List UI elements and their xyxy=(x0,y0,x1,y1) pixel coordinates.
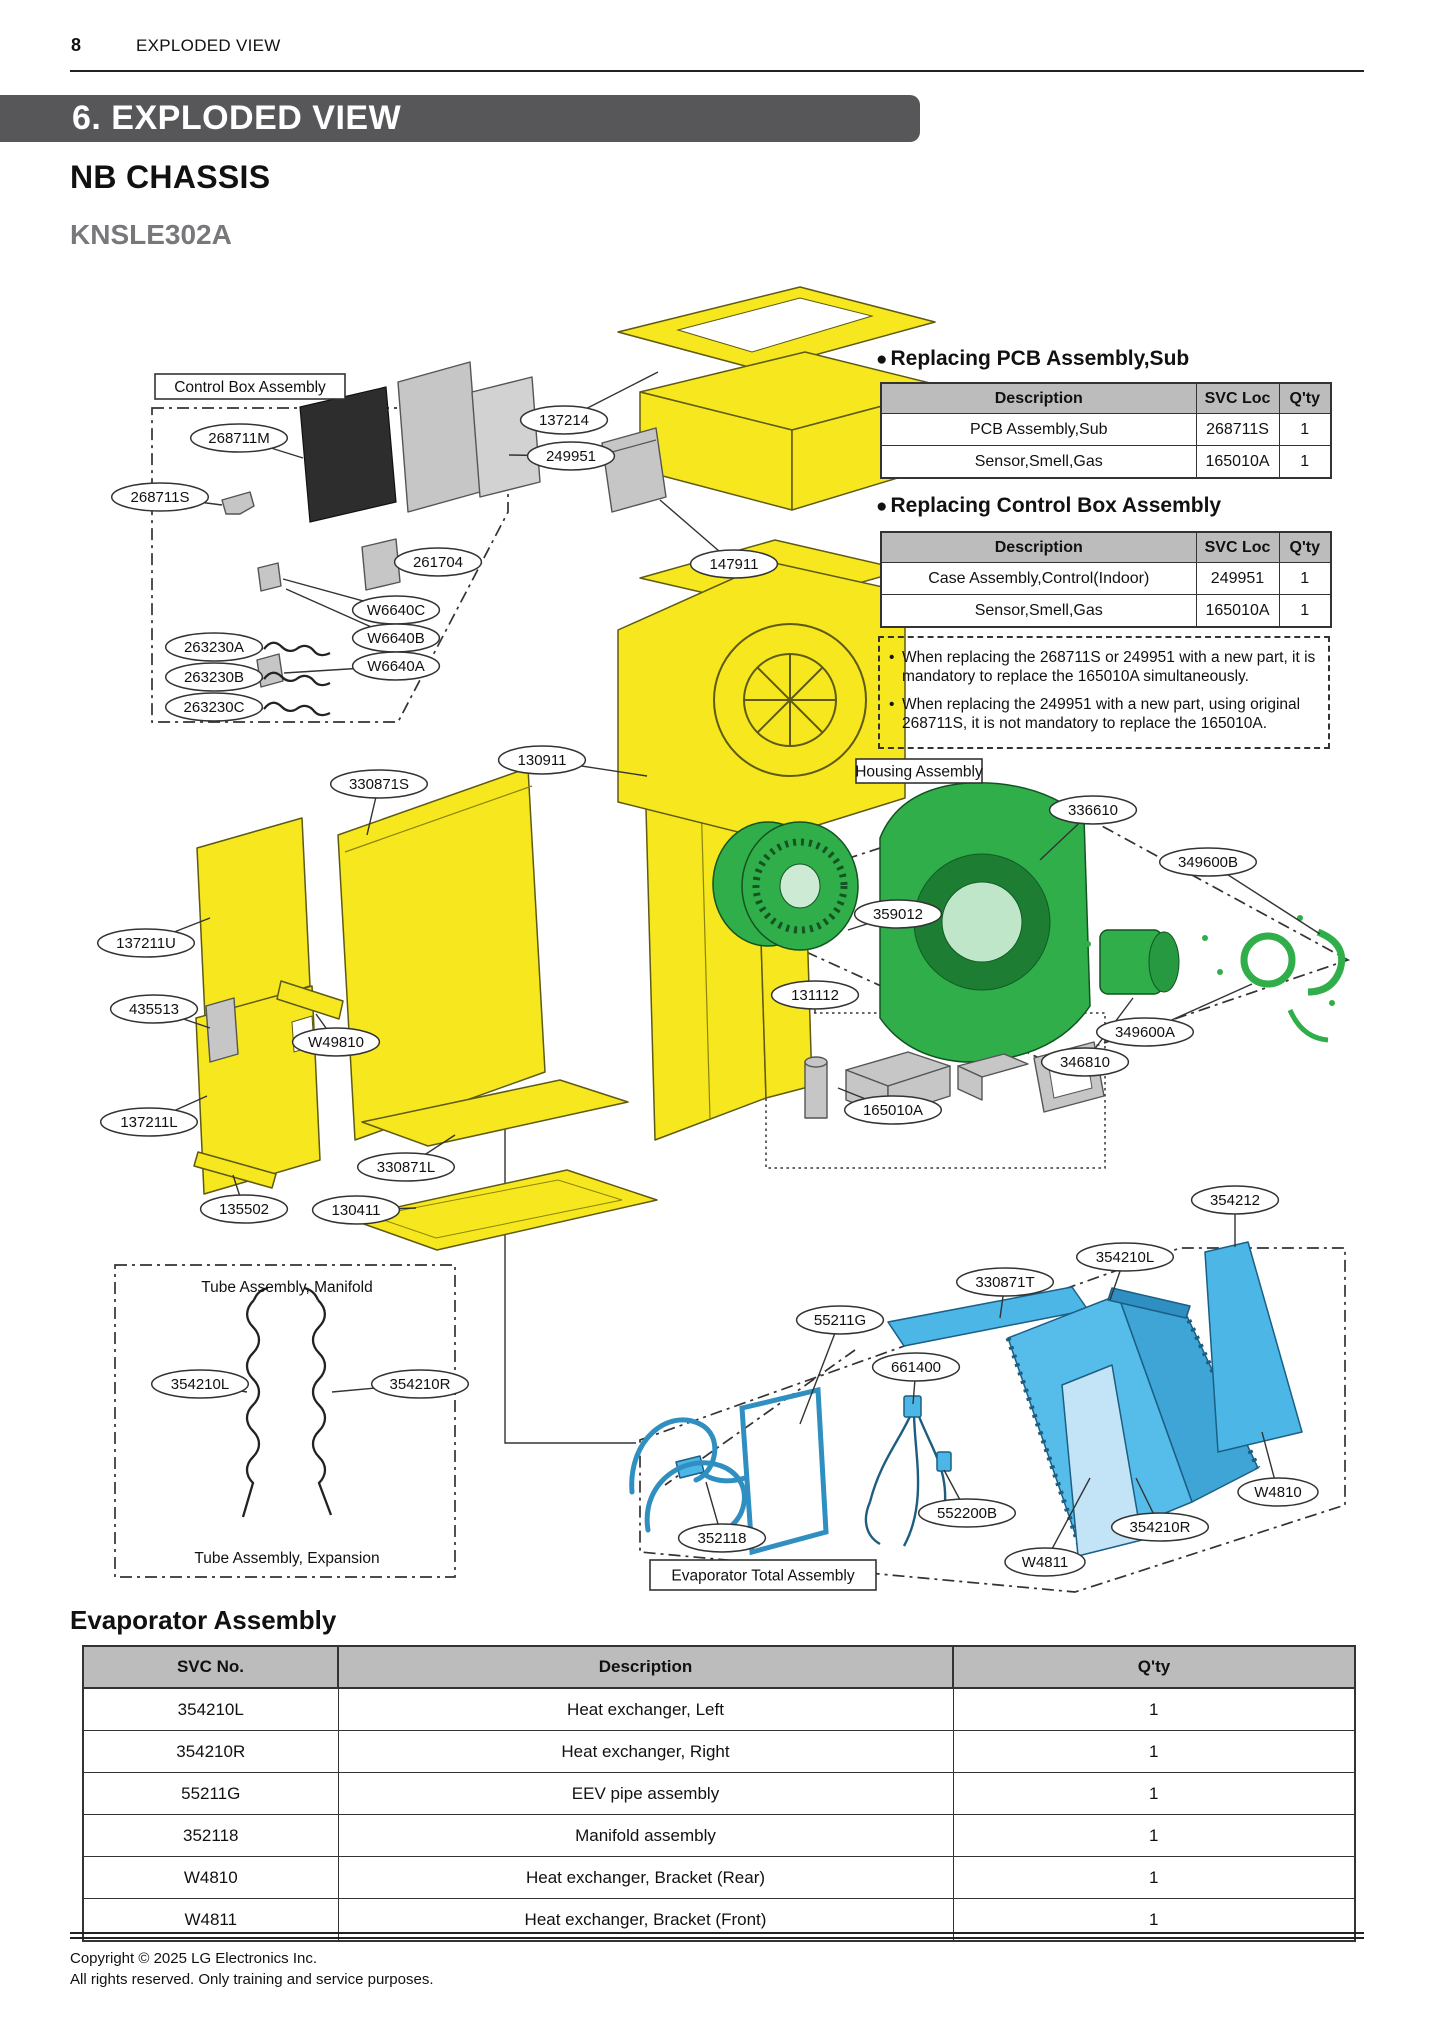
bullet-icon: • xyxy=(889,649,895,666)
part-label-text: 352118 xyxy=(697,1530,747,1547)
part-label-text: 135502 xyxy=(218,1201,270,1218)
part-label-text: 263230C xyxy=(183,699,245,716)
sensor-cylinder-part xyxy=(805,1062,827,1118)
table-row xyxy=(881,595,1331,628)
pcb-main-part xyxy=(300,387,396,522)
part-label-text: W4811 xyxy=(1021,1554,1069,1571)
free-label-text: Tube Assembly, Manifold xyxy=(201,1279,373,1296)
table-cell: 1 xyxy=(953,1731,1355,1773)
group-label-text: Evaporator Total Assembly xyxy=(671,1567,855,1585)
column-header: SVC Loc xyxy=(1196,532,1279,563)
note-text: When replacing the 268711S or 249951 with a new part, it is mandatory to replace the 165010A simultaneously. xyxy=(902,649,1316,685)
column-header: Description xyxy=(338,1646,953,1688)
part-label-text: 55211G xyxy=(813,1312,867,1329)
pcb-table-title xyxy=(876,347,1189,371)
part-label-text: 354210L xyxy=(170,1376,230,1393)
table-cell: 352118 xyxy=(83,1815,338,1857)
part-label-text: 268711M xyxy=(208,430,270,447)
table-cell: W4811 xyxy=(83,1899,338,1942)
part-label-text: 354212 xyxy=(1209,1192,1261,1209)
column-header: Q'ty xyxy=(953,1646,1355,1688)
part-label-text: 261704 xyxy=(412,554,464,571)
part-label-text: 263230B xyxy=(183,669,245,686)
manifold-tube-right xyxy=(313,1300,331,1515)
manifold-tube-left xyxy=(243,1300,259,1517)
column-header: SVC Loc xyxy=(1196,383,1279,414)
table-row xyxy=(881,414,1331,446)
table-cell: 1 xyxy=(1279,563,1331,595)
pcb-sub-part xyxy=(222,492,254,514)
part-label-text: W4810 xyxy=(1254,1484,1302,1501)
connector-261704-part xyxy=(362,539,400,590)
column-header: Description xyxy=(881,532,1196,563)
table-cell: 165010A xyxy=(1196,595,1279,628)
connector-661400-part xyxy=(904,1396,921,1417)
hook-sensor-part xyxy=(1308,932,1342,992)
part-label-text: 268711S xyxy=(130,489,190,506)
table-cell: 1 xyxy=(1279,595,1331,628)
column-header: SVC No. xyxy=(83,1646,338,1688)
part-label-text: 349600B xyxy=(1177,854,1239,871)
model-title: KNSLE302A xyxy=(70,219,232,250)
control-table-title xyxy=(876,494,1221,518)
table-cell: 354210R xyxy=(83,1731,338,1773)
bullet-icon: ● xyxy=(876,349,888,370)
clamp-part xyxy=(1244,936,1292,984)
part-label-text: 130911 xyxy=(517,752,567,769)
table-cell: PCB Assembly,Sub xyxy=(881,414,1196,446)
part-label-text: 131112 xyxy=(791,987,839,1004)
table-header-row xyxy=(83,1646,1355,1688)
note-text: When replacing the 249951 with a new part, using original 268711S, it is not mandatory to replace the 165010A. xyxy=(902,696,1301,732)
page-header-title: EXPLODED VIEW xyxy=(136,36,281,55)
table-cell: 249951 xyxy=(1196,563,1279,595)
table-cell: 1 xyxy=(1279,414,1331,446)
pcb-replacement-table xyxy=(880,382,1332,479)
header-rule xyxy=(70,70,1364,72)
table-cell: 354210L xyxy=(83,1688,338,1731)
table-cell: 1 xyxy=(953,1857,1355,1899)
manifold-loop-part xyxy=(742,1390,826,1552)
group-label-text: Housing Assembly xyxy=(855,763,983,781)
table-cell: Manifold assembly xyxy=(338,1815,953,1857)
table-cell: W4810 xyxy=(83,1857,338,1899)
table-cell: EEV pipe assembly xyxy=(338,1773,953,1815)
part-label-text: 354210L xyxy=(1095,1249,1155,1266)
free-label-text: Tube Assembly, Expansion xyxy=(194,1550,380,1567)
bullet-icon: ● xyxy=(876,496,888,517)
part-label-text: W6640B xyxy=(367,630,425,647)
replacement-notes-box xyxy=(878,636,1330,749)
part-label-text: 354210R xyxy=(1129,1519,1191,1536)
part-label-text: 165010A xyxy=(862,1102,924,1119)
control-table-title-text: Replacing Control Box Assembly xyxy=(890,494,1222,517)
table-row xyxy=(83,1688,1355,1731)
rights-line: All rights reserved. Only training and service purposes. xyxy=(70,1971,434,1988)
table-cell: Sensor,Smell,Gas xyxy=(881,595,1196,628)
table-cell: 1 xyxy=(953,1688,1355,1731)
part-label-text: 263230A xyxy=(183,639,245,656)
chassis-title: NB CHASSIS xyxy=(70,159,271,195)
page-number: 8 xyxy=(71,35,82,55)
evaporator-assembly-table xyxy=(82,1645,1356,1942)
table-cell: 1 xyxy=(953,1899,1355,1942)
bracket-435513-part xyxy=(206,998,238,1062)
pcb-147911-part xyxy=(602,428,666,512)
table-cell: Heat exchanger, Right xyxy=(338,1731,953,1773)
table-row xyxy=(881,563,1331,595)
part-label-text: 137214 xyxy=(538,412,590,429)
table-cell: 55211G xyxy=(83,1773,338,1815)
column-header: Q'ty xyxy=(1279,383,1331,414)
footer-rule xyxy=(70,1932,1364,1939)
part-label-text: 330871T xyxy=(975,1274,1035,1291)
table-header-row xyxy=(881,532,1331,563)
part-label-text: W6640C xyxy=(366,602,426,619)
table-cell: Case Assembly,Control(Indoor) xyxy=(881,563,1196,595)
blower-assembly-yellow xyxy=(618,540,905,840)
footer xyxy=(70,1948,434,1990)
table-cell: 268711S xyxy=(1196,414,1279,446)
note-item xyxy=(889,695,1320,733)
part-label-text: 435513 xyxy=(128,1001,180,1018)
evaporator-section-title: Evaporator Assembly xyxy=(70,1605,337,1635)
part-label-text: W6640A xyxy=(367,658,425,675)
table-row xyxy=(83,1731,1355,1773)
control-box-replacement-table xyxy=(880,531,1332,628)
part-label-text: 661400 xyxy=(890,1359,942,1376)
part-label-text: 354210R xyxy=(389,1376,451,1393)
tube-assembly-drawing xyxy=(243,1288,331,1517)
connector-552200B-part xyxy=(937,1452,951,1471)
pcb-table-title-text: Replacing PCB Assembly,Sub xyxy=(890,347,1190,370)
part-label-text: 137211U xyxy=(116,935,176,952)
eev-pipe-part xyxy=(632,1420,715,1492)
part-label-text: 147911 xyxy=(709,556,759,573)
table-row xyxy=(881,446,1331,479)
bullet-icon: • xyxy=(889,696,895,713)
part-label-text: 137211L xyxy=(120,1114,178,1131)
table-cell: 165010A xyxy=(1196,446,1279,479)
part-label-text: 336610 xyxy=(1067,802,1119,819)
part-label-text: 349600A xyxy=(1114,1024,1176,1041)
table-cell: Heat exchanger, Bracket (Rear) xyxy=(338,1857,953,1899)
part-label-text: W49810 xyxy=(308,1034,364,1051)
part-label-text: 552200B xyxy=(936,1505,998,1522)
column-header: Q'ty xyxy=(1279,532,1331,563)
table-cell: 1 xyxy=(953,1815,1355,1857)
table-cell: Heat exchanger, Left xyxy=(338,1688,953,1731)
table-row xyxy=(83,1857,1355,1899)
table-cell: Sensor,Smell,Gas xyxy=(881,446,1196,479)
part-label-text: 249951 xyxy=(545,448,597,465)
table-cell: Heat exchanger, Bracket (Front) xyxy=(338,1899,953,1942)
column-header: Description xyxy=(881,383,1196,414)
part-label-text: 330871S xyxy=(348,776,410,793)
table-cell: 1 xyxy=(1279,446,1331,479)
table-row xyxy=(83,1773,1355,1815)
section-banner: 6. EXPLODED VIEW xyxy=(0,95,920,142)
part-label-text: 359012 xyxy=(872,906,924,923)
table-header-row xyxy=(881,383,1331,414)
bracket-rear-part xyxy=(1205,1242,1302,1452)
table-row xyxy=(83,1815,1355,1857)
copyright-line: Copyright © 2025 LG Electronics Inc. xyxy=(70,1950,318,1967)
table-cell: 1 xyxy=(953,1773,1355,1815)
part-label-text: 330871L xyxy=(376,1159,436,1176)
note-item xyxy=(889,648,1320,686)
group-label-text: Control Box Assembly xyxy=(174,379,326,396)
part-label-text: 130411 xyxy=(331,1202,381,1219)
part-label-text: 346810 xyxy=(1059,1054,1111,1071)
